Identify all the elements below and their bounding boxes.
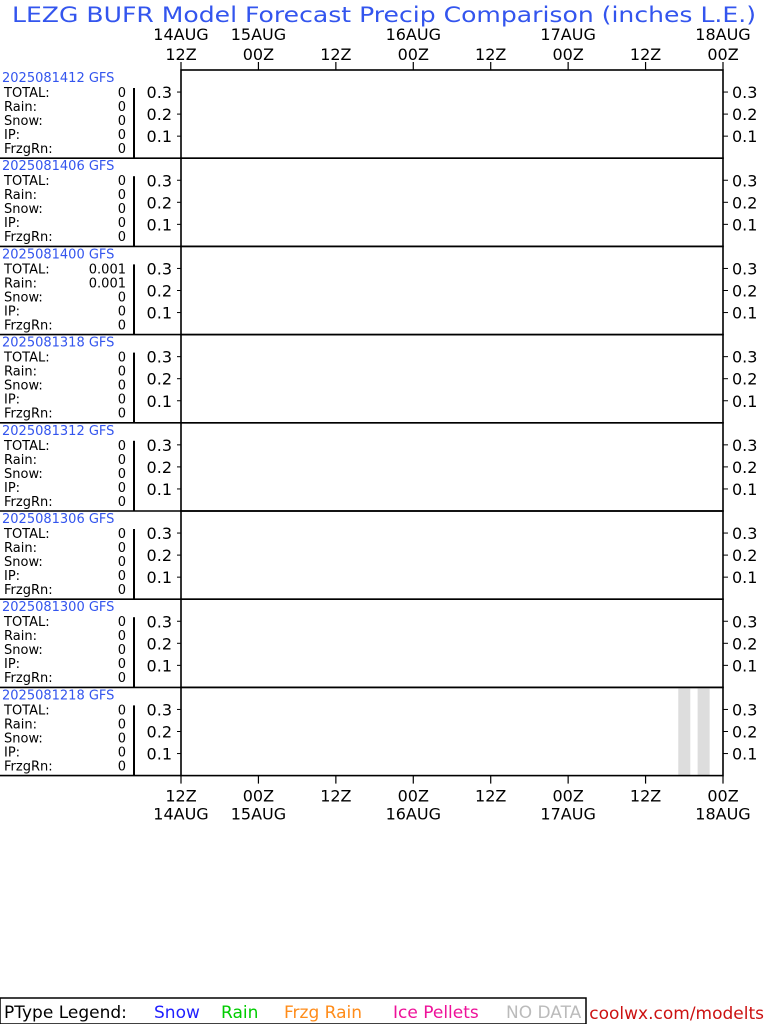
- field-label: FrzgRn:: [4, 583, 53, 598]
- field-value: 0: [117, 466, 126, 482]
- field-value: 0: [117, 731, 126, 747]
- field-value: 0: [117, 114, 126, 129]
- y-tick-label-right: 0.1: [732, 215, 758, 235]
- credit-link[interactable]: coolwx.com/modelts: [589, 1004, 764, 1024]
- top-tick-date-label: 15AUG: [230, 25, 287, 44]
- field-value: 0: [117, 188, 126, 204]
- field-value: 0: [117, 671, 126, 687]
- y-tick-label-right: 0.2: [732, 369, 758, 389]
- field-value: 0: [117, 202, 126, 218]
- field-value: 0: [117, 615, 126, 631]
- field-label: FrzgRn:: [4, 230, 53, 246]
- run-label: 2025081400 GFS: [2, 247, 115, 263]
- field-value: 0: [117, 583, 126, 598]
- field-label: IP:: [4, 216, 21, 232]
- field-value: 0: [117, 527, 126, 542]
- y-tick-label-right: 0.1: [732, 127, 758, 147]
- run-label: 2025081218 GFS: [2, 688, 115, 704]
- y-tick-label-right: 0.3: [732, 612, 758, 632]
- field-label: FrzgRn:: [4, 406, 53, 422]
- y-tick-label-right: 0.2: [732, 105, 758, 125]
- top-tick-date-label: 14AUG: [153, 25, 209, 44]
- field-label: IP:: [4, 657, 21, 673]
- y-tick-label-left: 0.3: [146, 524, 172, 544]
- field-value: 0: [117, 406, 126, 422]
- field-label: Rain:: [4, 717, 37, 733]
- field-value: 0: [117, 128, 126, 143]
- field-value: 0: [117, 555, 126, 570]
- bottom-tick-date-label: 18AUG: [695, 804, 751, 824]
- run-label: 2025081318 GFS: [2, 335, 115, 351]
- top-tick-date-label: 18AUG: [695, 25, 751, 44]
- bottom-time-axis: [153, 776, 750, 824]
- y-tick-label-left: 0.1: [146, 744, 172, 764]
- top-tick-time-label: 12Z: [320, 45, 352, 64]
- field-value: 0: [117, 100, 126, 115]
- run-label: 2025081312 GFS: [2, 423, 115, 439]
- field-label: TOTAL:: [4, 527, 50, 542]
- top-tick-time-label: 00Z: [242, 45, 275, 64]
- legend-item: Snow: [154, 1003, 200, 1023]
- field-value: 0: [117, 364, 126, 380]
- field-label: TOTAL:: [4, 86, 50, 101]
- y-tick-label-right: 0.2: [732, 457, 758, 477]
- field-label: TOTAL:: [4, 350, 50, 366]
- y-tick-label-left: 0.1: [146, 391, 172, 411]
- bottom-tick-date-label: 16AUG: [385, 804, 441, 824]
- y-tick-label-right: 0.2: [732, 634, 758, 654]
- field-value: 0: [117, 494, 126, 510]
- field-label: IP:: [4, 392, 21, 408]
- field-label: TOTAL:: [4, 703, 50, 719]
- field-label: Snow:: [4, 466, 43, 482]
- bottom-tick-time-label: 12Z: [165, 786, 197, 806]
- bottom-tick-date-label: 14AUG: [153, 804, 209, 824]
- bottom-tick-time-label: 00Z: [552, 786, 584, 806]
- bottom-tick-date-label: 15AUG: [230, 804, 287, 824]
- bottom-tick-time-label: 12Z: [475, 786, 507, 806]
- y-tick-label-left: 0.3: [146, 347, 172, 367]
- field-value: 0: [117, 350, 126, 366]
- field-value: 0: [117, 541, 126, 556]
- top-tick-time-label: 12Z: [629, 45, 662, 64]
- field-value: 0: [117, 657, 126, 673]
- y-tick-label-left: 0.2: [146, 457, 172, 477]
- field-value: 0: [117, 438, 126, 454]
- plot-frame: [181, 246, 723, 334]
- field-value: 0: [117, 452, 126, 468]
- field-value: 0: [117, 480, 126, 496]
- legend-label: PType Legend:: [4, 1003, 127, 1023]
- y-tick-label-right: 0.2: [732, 193, 758, 213]
- top-tick-time-label: 12Z: [165, 45, 197, 64]
- field-label: FrzgRn:: [4, 142, 53, 157]
- field-value: 0: [117, 230, 126, 246]
- field-label: Rain:: [4, 364, 37, 380]
- y-tick-label-left: 0.2: [146, 722, 172, 742]
- y-tick-label-left: 0.1: [146, 568, 172, 588]
- y-tick-label-right: 0.2: [732, 722, 758, 742]
- field-label: IP:: [4, 128, 21, 143]
- plot-frame: [181, 335, 723, 423]
- field-value: 0: [117, 304, 126, 320]
- field-label: Rain:: [4, 629, 37, 645]
- field-label: FrzgRn:: [4, 759, 53, 775]
- y-tick-label-right: 0.1: [732, 391, 758, 411]
- top-tick-time-label: 00Z: [552, 45, 584, 64]
- field-label: FrzgRn:: [4, 494, 53, 510]
- field-value: 0: [117, 629, 126, 645]
- run-panel: [0, 246, 757, 334]
- y-tick-label-right: 0.1: [732, 744, 758, 764]
- y-tick-label-left: 0.1: [146, 303, 172, 323]
- y-tick-label-right: 0.2: [732, 546, 758, 566]
- top-tick-time-label: 00Z: [397, 45, 429, 64]
- bottom-tick-time-label: 12Z: [320, 786, 352, 806]
- nodata-bar: [678, 688, 690, 775]
- field-label: Rain:: [4, 188, 37, 204]
- field-label: IP:: [4, 304, 21, 320]
- run-panel: [0, 599, 757, 687]
- plot-frame: [181, 158, 723, 246]
- bottom-tick-time-label: 00Z: [397, 786, 429, 806]
- field-value: 0: [117, 745, 126, 761]
- y-tick-label-left: 0.1: [146, 479, 172, 499]
- y-tick-label-right: 0.3: [732, 83, 758, 103]
- plot-frame: [181, 511, 723, 599]
- field-value: 0: [117, 142, 126, 157]
- y-tick-label-left: 0.3: [146, 259, 172, 279]
- legend-item: Frzg Rain: [284, 1003, 363, 1023]
- y-tick-label-right: 0.3: [732, 524, 758, 544]
- field-label: FrzgRn:: [4, 671, 53, 687]
- run-label: 2025081412 GFS: [2, 71, 115, 86]
- field-label: Snow:: [4, 555, 43, 570]
- field-label: Rain:: [4, 100, 37, 115]
- y-tick-label-left: 0.2: [146, 634, 172, 654]
- field-label: IP:: [4, 480, 21, 496]
- top-time-axis: [153, 25, 750, 70]
- y-tick-label-right: 0.2: [732, 281, 758, 301]
- y-tick-label-left: 0.3: [146, 171, 172, 191]
- field-label: TOTAL:: [4, 174, 50, 190]
- field-value: 0: [117, 378, 126, 394]
- bottom-tick-time-label: 12Z: [629, 786, 662, 806]
- run-panel: [0, 687, 757, 775]
- plot-frame: [181, 599, 723, 687]
- run-label: 2025081306 GFS: [2, 512, 115, 527]
- y-tick-label-right: 0.1: [732, 303, 758, 323]
- bottom-tick-date-label: 17AUG: [540, 804, 596, 824]
- y-tick-label-right: 0.3: [732, 259, 758, 279]
- field-value: 0: [117, 703, 126, 719]
- y-tick-label-left: 0.1: [146, 127, 172, 147]
- run-panel: [0, 423, 757, 511]
- field-label: IP:: [4, 745, 21, 761]
- field-value: 0.001: [88, 276, 126, 292]
- field-label: TOTAL:: [4, 262, 50, 278]
- field-value: 0: [117, 216, 126, 232]
- plot-frame: [181, 423, 723, 511]
- legend-item: Rain: [221, 1003, 259, 1023]
- legend-items: [154, 1003, 582, 1023]
- y-tick-label-left: 0.2: [146, 281, 172, 301]
- y-tick-label-left: 0.3: [146, 700, 172, 720]
- run-panel: [0, 158, 757, 246]
- field-value: 0: [117, 392, 126, 408]
- y-tick-label-left: 0.2: [146, 546, 172, 566]
- field-label: Snow:: [4, 202, 43, 218]
- field-label: Rain:: [4, 276, 37, 292]
- field-label: Snow:: [4, 290, 43, 306]
- field-value: 0: [117, 759, 126, 775]
- model-run-panels: [0, 70, 757, 776]
- y-tick-label-left: 0.3: [146, 83, 172, 103]
- field-label: Snow:: [4, 378, 43, 394]
- y-tick-label-left: 0.1: [146, 215, 172, 235]
- field-label: Snow:: [4, 643, 43, 659]
- field-value: 0: [117, 174, 126, 190]
- plot-frame: [181, 687, 723, 775]
- plot-frame: [181, 70, 723, 158]
- legend-item: Ice Pellets: [393, 1003, 479, 1023]
- y-tick-label-right: 0.1: [732, 656, 758, 676]
- field-value: 0: [117, 318, 126, 334]
- y-tick-label-left: 0.2: [146, 193, 172, 213]
- y-tick-label-right: 0.3: [732, 700, 758, 720]
- run-panel: [0, 70, 757, 158]
- field-label: Rain:: [4, 452, 37, 468]
- y-tick-label-left: 0.1: [146, 656, 172, 676]
- field-value: 0.001: [88, 262, 126, 278]
- y-tick-label-left: 0.2: [146, 105, 172, 125]
- y-tick-label-right: 0.3: [732, 435, 758, 455]
- y-tick-label-right: 0.3: [732, 347, 758, 367]
- chart-title: LEZG BUFR Model Forecast Precip Comparison (inches L.E.): [12, 3, 756, 27]
- field-label: Rain:: [4, 541, 37, 556]
- top-tick-date-label: 16AUG: [385, 25, 441, 44]
- run-panel: [0, 335, 757, 423]
- y-tick-label-left: 0.3: [146, 435, 172, 455]
- y-tick-label-left: 0.2: [146, 369, 172, 389]
- bottom-tick-time-label: 00Z: [707, 786, 739, 806]
- y-tick-label-left: 0.3: [146, 612, 172, 632]
- field-value: 0: [117, 86, 126, 101]
- field-value: 0: [117, 717, 126, 733]
- y-tick-label-right: 0.1: [732, 568, 758, 588]
- run-panel: [0, 511, 757, 599]
- top-tick-time-label: 00Z: [707, 45, 739, 64]
- field-label: Snow:: [4, 731, 43, 747]
- nodata-bar: [698, 688, 710, 775]
- field-value: 0: [117, 643, 126, 659]
- field-label: TOTAL:: [4, 438, 50, 454]
- run-label: 2025081406 GFS: [2, 159, 115, 175]
- field-value: 0: [117, 290, 126, 306]
- field-label: Snow:: [4, 114, 43, 129]
- bottom-tick-time-label: 00Z: [242, 786, 275, 806]
- field-value: 0: [117, 569, 126, 584]
- y-tick-label-right: 0.1: [732, 479, 758, 499]
- legend-item: NO DATA: [506, 1003, 582, 1023]
- top-tick-date-label: 17AUG: [540, 25, 596, 44]
- field-label: IP:: [4, 569, 21, 584]
- top-tick-time-label: 12Z: [475, 45, 507, 64]
- field-label: FrzgRn:: [4, 318, 53, 334]
- run-label: 2025081300 GFS: [2, 600, 115, 616]
- y-tick-label-right: 0.3: [732, 171, 758, 191]
- field-label: TOTAL:: [4, 615, 50, 631]
